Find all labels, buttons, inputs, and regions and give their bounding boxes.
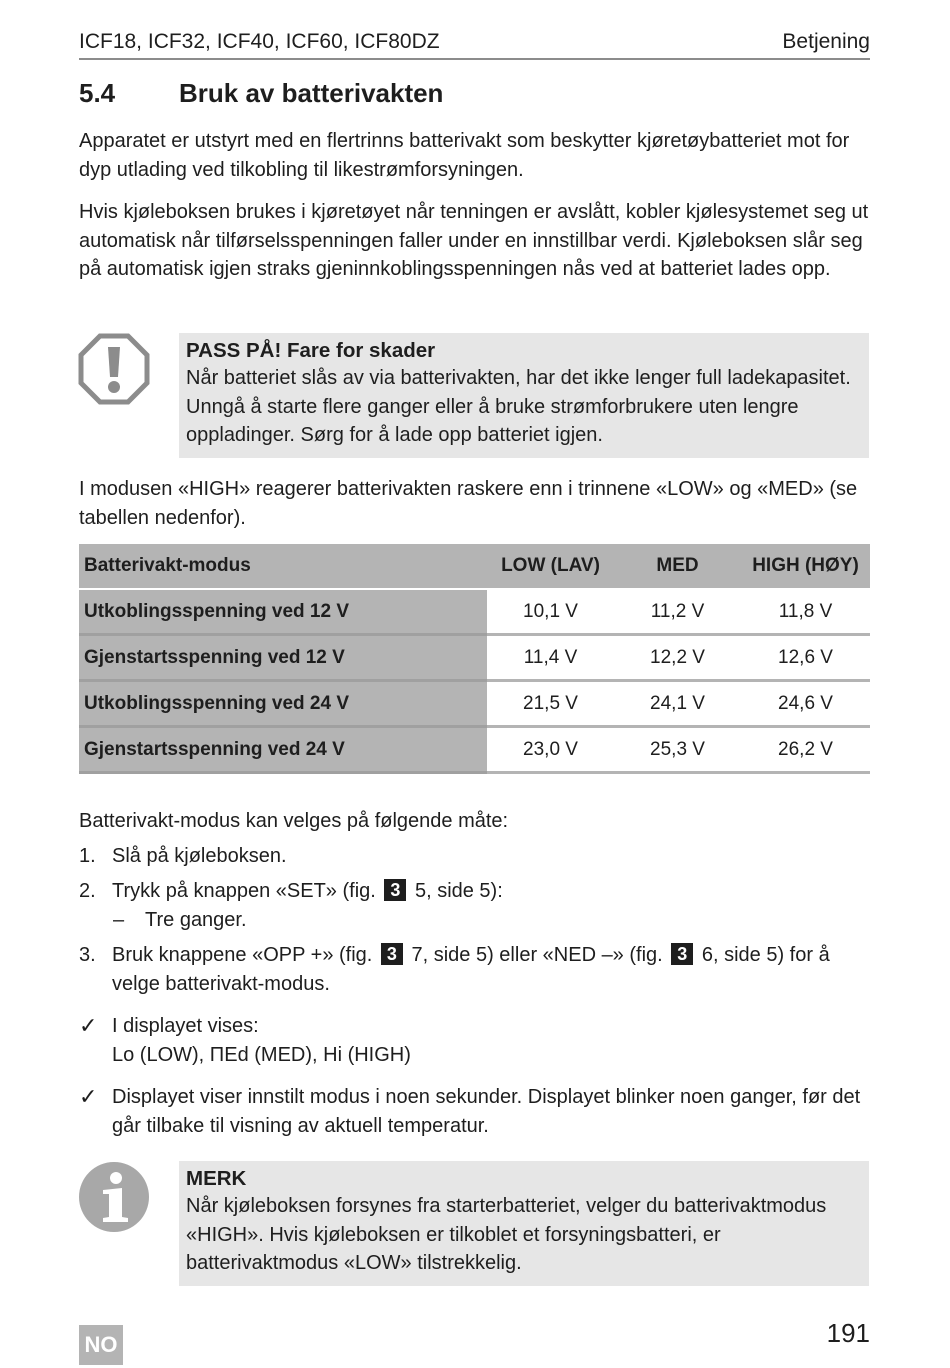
cell-med: 24,1 V <box>614 681 741 727</box>
cell-low: 10,1 V <box>487 589 614 635</box>
table-header-mode: Batterivakt-modus <box>79 544 487 589</box>
section-number: 5.4 <box>79 78 116 108</box>
step-number: 2. <box>79 880 96 902</box>
sub-step <box>113 906 870 935</box>
step-3 <box>79 941 870 998</box>
table-header-row <box>79 544 870 589</box>
note-text: Når kjøleboksen forsynes fra starterbatteriet, velger du batterivaktmodus «HIGH». Hvis kjøleboksen er tilkoblet et forsyningsbatteri, er batterivaktmodus «LOW» tilstrekkelig. <box>186 1195 827 1274</box>
cell-low: 23,0 V <box>487 727 614 773</box>
intro-paragraph-2: Hvis kjøleboksen brukes i kjøretøyet når tenningen er avslått, kobler kjølesystemet seg ut automatisk når tilførselsspenningen faller under en innstillbar verdi. Kjøleboksen slår seg på automatisk igjen straks gjeninnkoblingsspenningen nås ved at batteriet lades opp. <box>79 201 869 280</box>
result-2 <box>79 1083 870 1140</box>
step-1 <box>79 842 870 871</box>
table-row <box>79 727 870 773</box>
battery-guard-table <box>79 544 870 774</box>
mode-paragraph: I modusen «HIGH» reagerer batterivakten raskere enn i trinnene «LOW» og «MED» (se tabellen nedenfor). <box>79 478 858 529</box>
checkmark-icon: ✓ <box>79 1084 98 1109</box>
row-label: Gjenstartsspenning ved 12 V <box>79 635 487 681</box>
cell-high: 11,8 V <box>741 589 870 635</box>
table-row <box>79 589 870 635</box>
page-number: 191 <box>826 1318 870 1348</box>
warning-title: PASS PÅ! Fare for skader <box>186 339 436 362</box>
figure-ref-badge: 3 <box>384 879 406 901</box>
step-2 <box>79 877 870 934</box>
warning-box <box>179 333 869 458</box>
cell-med: 11,2 V <box>614 589 741 635</box>
steps-intro: Batterivakt-modus kan velges på følgende måte: <box>79 810 509 832</box>
step-text-part: 7, side 5) eller «NED –» (fig. <box>411 944 663 966</box>
result-line-1: I displayet vises: <box>112 1015 259 1037</box>
cell-high: 26,2 V <box>741 727 870 773</box>
step-text-part: Bruk knappene «OPP +» (fig. <box>112 944 373 966</box>
result-text: Displayet viser innstilt modus i noen sekunder. Displayet blinker noen ganger, før det går tilbake til visning av aktuell temperatur. <box>112 1086 861 1137</box>
table-row <box>79 635 870 681</box>
step-text-part: 5, side 5): <box>414 880 503 902</box>
figure-ref-badge: 3 <box>381 943 403 965</box>
warning-octagon-icon <box>78 333 150 405</box>
cell-med: 25,3 V <box>614 727 741 773</box>
figure-ref-badge: 3 <box>671 943 693 965</box>
note-title: MERK <box>186 1167 247 1190</box>
checkmark-icon: ✓ <box>79 1013 98 1038</box>
cell-low: 21,5 V <box>487 681 614 727</box>
note-box <box>179 1161 869 1286</box>
intro-paragraph-1: Apparatet er utstyrt med en flertrinns batterivakt som beskytter kjøretøybatteriet mot for dyp utlading ved tilkobling til likestrømforsyningen. <box>79 130 850 181</box>
header-divider <box>79 58 870 60</box>
step-text: Slå på kjøleboksen. <box>112 845 287 867</box>
cell-low: 11,4 V <box>487 635 614 681</box>
row-label: Utkoblingsspenning ved 24 V <box>79 681 487 727</box>
result-line-2: Lo (LOW), ΠEd (MED), Hi (HIGH) <box>112 1043 411 1066</box>
cell-med: 12,2 V <box>614 635 741 681</box>
info-icon <box>78 1161 150 1233</box>
header-models: ICF18, ICF32, ICF40, ICF60, ICF80DZ <box>79 30 440 53</box>
step-text-part: 6, side 5) for å velge batterivakt-modus. <box>112 944 830 995</box>
table-header-high: HIGH (HØY) <box>741 544 870 589</box>
section-title: Bruk av batterivakten <box>179 78 444 108</box>
header-chapter: Betjening <box>782 30 870 53</box>
cell-high: 12,6 V <box>741 635 870 681</box>
result-1 <box>79 1012 870 1069</box>
table-header-med: MED <box>614 544 741 589</box>
table-row <box>79 681 870 727</box>
step-text <box>112 877 870 906</box>
row-label: Gjenstartsspenning ved 24 V <box>79 727 487 773</box>
sub-step-text: Tre ganger. <box>145 908 247 931</box>
row-label: Utkoblingsspenning ved 12 V <box>79 589 487 635</box>
language-tab: NO <box>79 1325 123 1365</box>
cell-high: 24,6 V <box>741 681 870 727</box>
step-text <box>112 941 870 998</box>
dash-bullet: – <box>113 908 125 931</box>
step-number: 1. <box>79 845 96 867</box>
warning-text: Når batteriet slås av via batterivakten, har det ikke lenger full ladekapasitet. Unngå å starte flere ganger eller å bruke strømforbrukere uten lengre oppladinger. Sørg for å lade opp batteriet igjen. <box>186 367 851 446</box>
step-text-part: Trykk på knappen «SET» (fig. <box>112 880 376 902</box>
table-header-low: LOW (LAV) <box>487 544 614 589</box>
step-number: 3. <box>79 944 96 966</box>
